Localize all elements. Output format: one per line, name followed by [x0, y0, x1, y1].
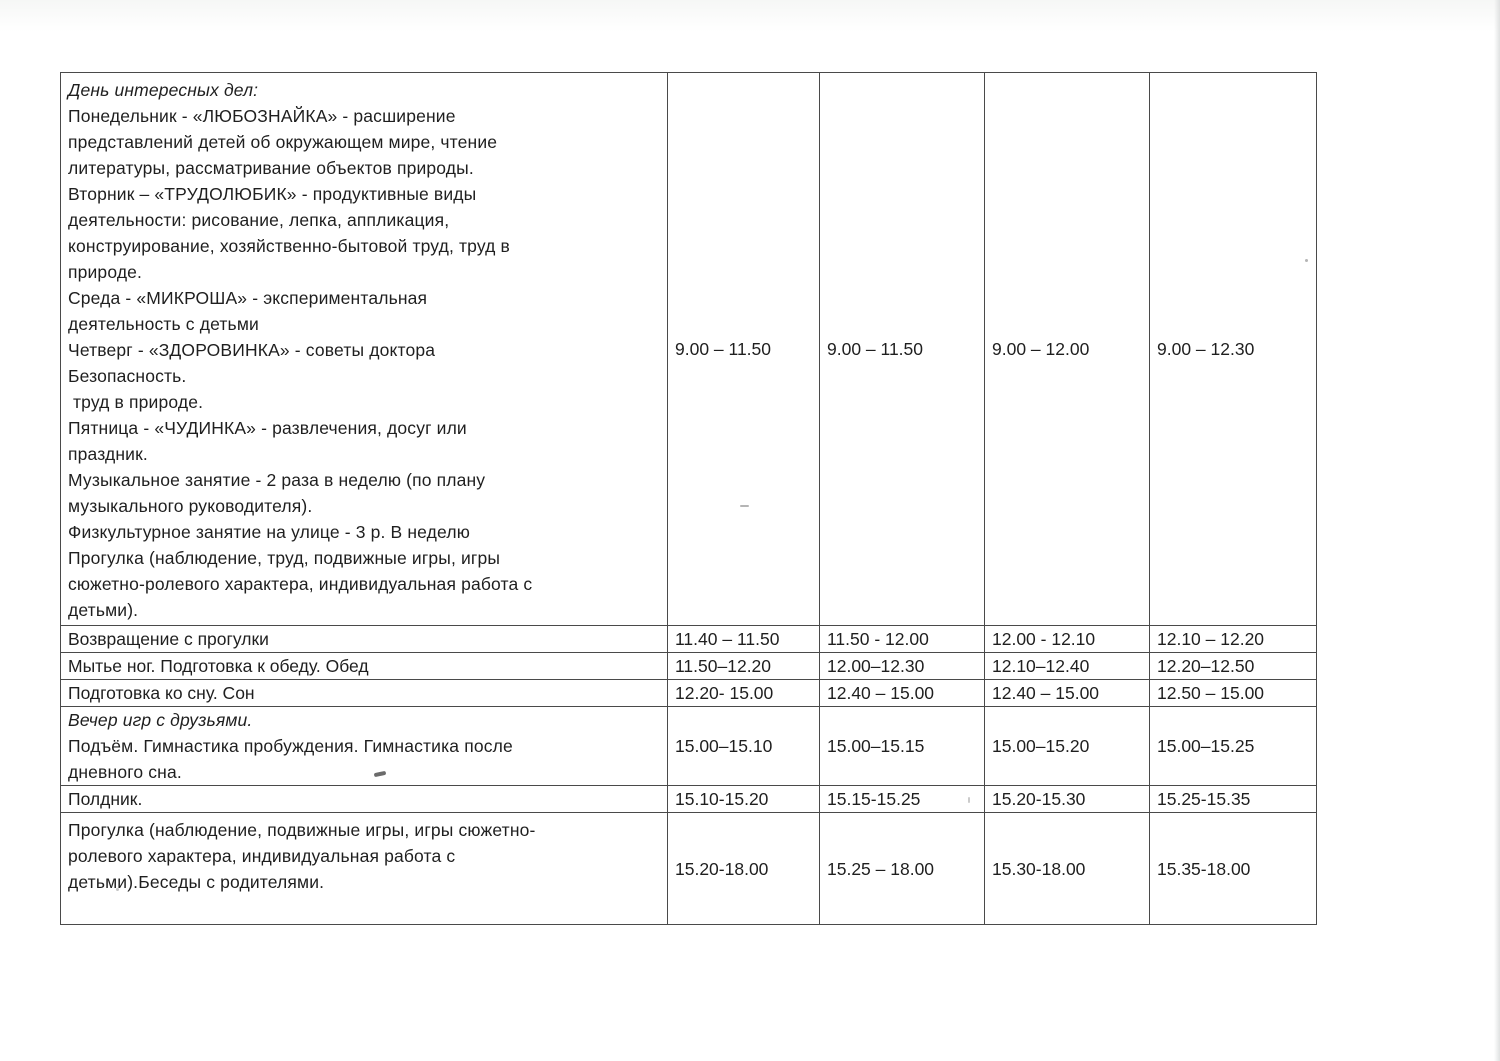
- activity-cell: Возвращение с прогулки: [61, 626, 668, 653]
- time-cell-group-1: 15.00–15.10: [668, 707, 820, 786]
- time-cell-group-4: 9.00 – 12.30: [1150, 73, 1317, 626]
- time-cell-group-4: 15.35-18.00: [1150, 813, 1317, 925]
- table-row-afternoon-snack: [61, 786, 1317, 813]
- table-row-interesting-day: [61, 73, 1317, 626]
- activity-line: литературы, рассматривание объектов природы.: [68, 158, 474, 178]
- table-row-evening-games: [61, 707, 1317, 786]
- time-cell-group-2: 15.15-15.25: [820, 786, 985, 813]
- activity-line: праздник.: [68, 444, 148, 464]
- activity-line: Подъём. Гимнастика пробуждения. Гимнастика после: [68, 736, 513, 756]
- scan-speck: [1305, 259, 1308, 262]
- activity-line: Пятница - «ЧУДИНКА» - развлечения, досуг или: [68, 418, 467, 438]
- time-cell-group-1: 9.00 – 11.50: [668, 73, 820, 626]
- activity-line: Прогулка (наблюдение, подвижные игры, игры сюжетно-: [68, 820, 536, 840]
- scan-speck: [968, 797, 970, 803]
- activity-cell: Мытье ног. Подготовка к обеду. Обед: [61, 653, 668, 680]
- activity-line: Прогулка (наблюдение, труд, подвижные игры, игры: [68, 548, 501, 568]
- activity-line: природе.: [68, 262, 143, 282]
- scan-speck: [740, 505, 749, 507]
- activity-line: Среда - «МИКРОША» - экспериментальная: [68, 288, 428, 308]
- time-cell-group-4: 15.00–15.25: [1150, 707, 1317, 786]
- time-cell-group-2: 9.00 – 11.50: [820, 73, 985, 626]
- activity-cell: Подготовка ко сну. Сон: [61, 680, 668, 707]
- time-cell-group-2: 12.40 – 15.00: [820, 680, 985, 707]
- time-cell-group-1: 11.50–12.20: [668, 653, 820, 680]
- table-row-nap: [61, 680, 1317, 707]
- activity-line: музыкального руководителя).: [68, 496, 313, 516]
- activity-line: деятельности: рисование, лепка, аппликация,: [68, 210, 450, 230]
- time-cell-group-1: 11.40 – 11.50: [668, 626, 820, 653]
- activity-line: представлений детей об окружающем мире, чтение: [68, 132, 498, 152]
- time-cell-group-3: 12.10–12.40: [985, 653, 1150, 680]
- section-heading: Вечер игр с друзьями.: [68, 710, 253, 730]
- activity-line: конструирование, хозяйственно-бытовой труд, труд в: [68, 236, 510, 256]
- time-cell-group-2: 15.00–15.15: [820, 707, 985, 786]
- time-cell-group-3: 15.00–15.20: [985, 707, 1150, 786]
- scan-speck: [116, 888, 119, 891]
- time-cell-group-3: 15.20-15.30: [985, 786, 1150, 813]
- activity-line: дневного сна.: [68, 762, 182, 782]
- time-cell-group-3: 15.30-18.00: [985, 813, 1150, 925]
- time-cell-group-1: 12.20- 15.00: [668, 680, 820, 707]
- time-cell-group-3: 9.00 – 12.00: [985, 73, 1150, 626]
- table-row-return-from-walk: [61, 626, 1317, 653]
- activity-cell: [61, 73, 668, 626]
- time-cell-group-1: 15.20-18.00: [668, 813, 820, 925]
- time-cell-group-3: 12.40 – 15.00: [985, 680, 1150, 707]
- table-row-lunch: [61, 653, 1317, 680]
- activity-line: труд в природе.: [68, 392, 204, 412]
- time-cell-group-2: 12.00–12.30: [820, 653, 985, 680]
- activity-line: сюжетно-ролевого характера, индивидуальная работа с: [68, 574, 533, 594]
- time-cell-group-2: 11.50 - 12.00: [820, 626, 985, 653]
- activity-cell: [61, 707, 668, 786]
- time-cell-group-4: 15.25-15.35: [1150, 786, 1317, 813]
- time-cell-group-4: 12.50 – 15.00: [1150, 680, 1317, 707]
- activity-line: Понедельник - «ЛЮБОЗНАЙКА» - расширение: [68, 106, 456, 126]
- section-heading: День интересных дел:: [68, 80, 259, 100]
- activity-line: ролевого характера, индивидуальная работа с: [68, 846, 456, 866]
- activity-line: деятельность с детьми: [68, 314, 259, 334]
- table-row-evening-walk: [61, 813, 1317, 925]
- activity-cell: [61, 813, 668, 925]
- time-cell-group-3: 12.00 - 12.10: [985, 626, 1150, 653]
- activity-cell: Полдник.: [61, 786, 668, 813]
- activity-line: Четверг - «ЗДОРОВИНКА» - советы доктора: [68, 340, 436, 360]
- activity-line: Музыкальное занятие - 2 раза в неделю (по плану: [68, 470, 486, 490]
- time-cell-group-4: 12.10 – 12.20: [1150, 626, 1317, 653]
- time-cell-group-1: 15.10-15.20: [668, 786, 820, 813]
- daily-schedule-table: [60, 72, 1317, 925]
- activity-line: Безопасность.: [68, 366, 187, 386]
- activity-line: детьми).: [68, 600, 139, 620]
- activity-line: детьми).Беседы с родителями.: [68, 872, 325, 892]
- scan-edge-shadow: [1494, 0, 1500, 1061]
- time-cell-group-2: 15.25 – 18.00: [820, 813, 985, 925]
- activity-line: Вторник – «ТРУДОЛЮБИК» - продуктивные виды: [68, 184, 477, 204]
- time-cell-group-4: 12.20–12.50: [1150, 653, 1317, 680]
- activity-line: Физкультурное занятие на улице - 3 р. В неделю: [68, 522, 470, 542]
